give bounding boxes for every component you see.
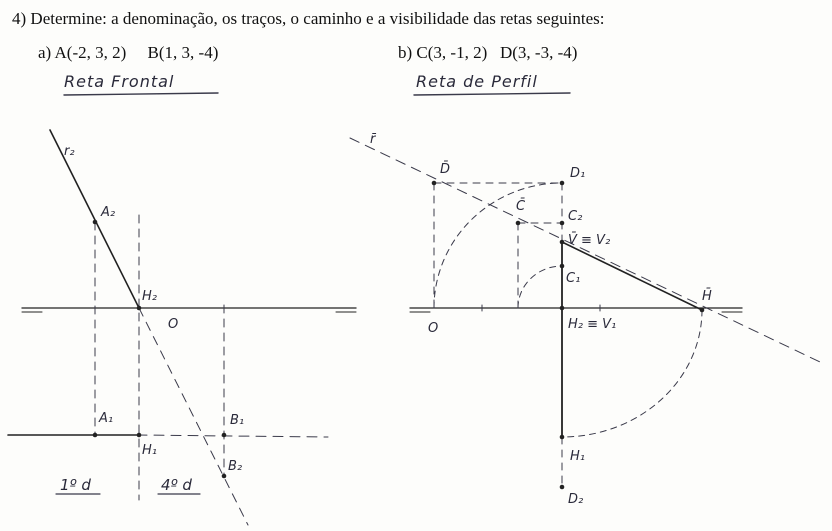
b-label-H1: H₁ [570,449,585,464]
b-point-C [516,221,521,226]
a-label-H2: H₂ [142,289,157,304]
a-line-r1-hidden [137,435,328,437]
part-a-title-underline [64,93,218,95]
part-b-points: C(3, -1, 2) D(3, -3, -4) [416,43,578,62]
b-point-V [560,240,565,245]
a-label-A1: A₁ [99,411,114,426]
part-b-title-underline [414,93,570,95]
part-a-prefix: a) [38,43,52,62]
a-point-A2 [93,220,98,225]
part-b-title: Reta de Perfil [416,72,538,91]
a-label-H1: H₁ [142,443,157,458]
part-a-title: Reta Frontal [64,72,175,91]
b-point-H1 [560,435,565,440]
a-label-d1: 1º d [60,476,91,494]
b-label-V: V̄ ≡ V₂ [568,233,611,248]
a-label-B1: B₁ [230,413,245,428]
b-point-C2 [560,221,565,226]
b-point-H [700,308,705,313]
b-label-C2: C₂ [568,209,583,224]
a-point-B1 [222,433,227,438]
part-a-points: A(-2, 3, 2) B(1, 3, -4) [54,43,219,62]
a-label-d4: 4º d [161,476,192,494]
b-point-D1 [560,181,565,186]
a-label-B2: B₂ [228,459,243,474]
b-label-D1: D₁ [570,166,586,181]
b-label-D: D̄ [440,162,451,177]
question-text: Determine: a denominação, os traços, o caminho e a visibilidade das retas seguintes: [30,9,605,28]
b-label-O: O [428,321,439,336]
b-label-C: C̄ [516,199,526,214]
b-point-C1 [560,264,565,269]
a-label-A2: A₂ [101,205,116,220]
b-label-H2V1: H₂ ≡ V₁ [568,317,617,332]
b-label-C1: C₁ [566,271,581,286]
b-point-D2 [560,485,565,490]
b-point-D [432,181,437,186]
part-b-prefix: b) [398,43,413,62]
b-arc-C [518,266,562,308]
b-arc-D [434,183,562,308]
a-point-A1 [93,433,98,438]
b-label-D2: D₂ [568,492,584,507]
a-point-B2 [222,474,227,479]
b-label-H: H̄ [702,289,712,304]
question-number: 4) [12,9,27,28]
a-point-H2 [137,306,142,311]
b-point-H2 [560,306,565,311]
b-label-r: r̄ [370,132,376,147]
a-point-H1 [137,433,142,438]
a-label-r2: r₂ [64,144,75,159]
b-line-visible-segment [562,242,702,310]
a-label-O: O [168,317,179,332]
